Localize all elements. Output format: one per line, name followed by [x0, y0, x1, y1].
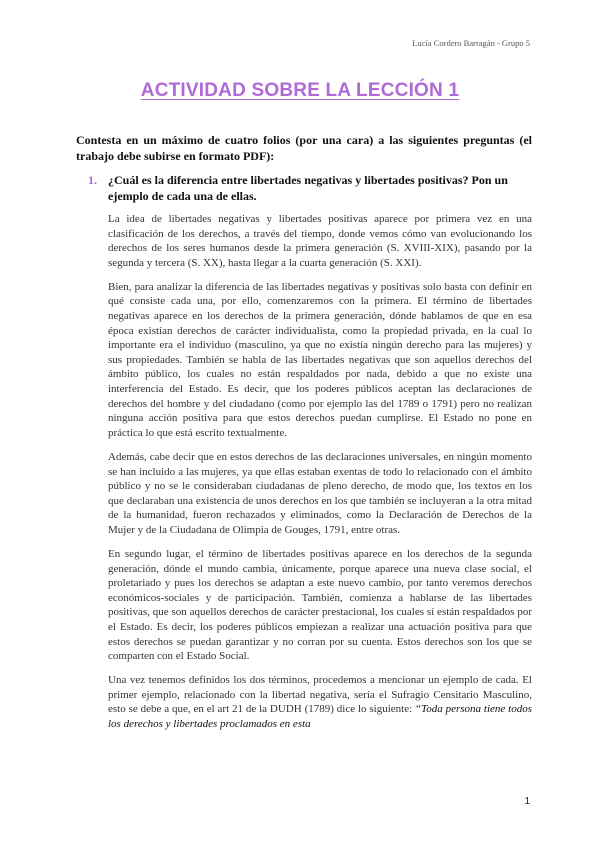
paragraph: En segundo lugar, el término de libertades positivas aparece en los derechos de la segunda generación, dónde el mundo cambia, únicamente, porque aparece una nueva clase social, el proletariado y pues los derechos se adaptan a este nuevo cambio, por tanto veremos derechos económicos-sociales y de participación. También, comienza a hablarse de las libertades positivas, que son aquellos derechos de carácter prestacional, los cuales sí están respaldados por el Estado. Es decir, los poderes públicos empiezan a realizar una actuación positiva para que estos derechos se puedan garantizar y no corran por su cuenta. Estos derechos son los que se comparten con el Estado Social.	[108, 547, 532, 663]
paragraph-last	[108, 673, 532, 731]
paragraph-text: Una vez tenemos definidos los dos términos, procedemos a mencionar un ejemplo de cada. El primer ejemplo, relacionado con la libertad negativa, sería el Sufragio Censitario Masculino, esto se debe a que, en el art 21 de la DUDH (1789) dice lo siguiente:	[108, 674, 532, 716]
quote-text: “Toda persona tiene todos los derechos y libertades proclamados en esta	[108, 703, 532, 730]
page-title: ACTIVIDAD SOBRE LA LECCIÓN 1	[140, 80, 460, 101]
question-number: 1.	[88, 173, 97, 187]
header-author: Lucía Cordero Barragán - Grupo 5	[412, 38, 530, 48]
paragraph: Además, cabe decir que en estos derechos de las declaraciones universales, en ningún momento se han incluido a las mujeres, ya que ellas estaban exentas de todo lo relacionado con el ámbito público y no se le consideraban ciudadanas de pleno derecho, de modo que, los textos en los que declaraban una existencia de unos derechos en los que también se incluyeran a la otra mitad de la humanidad, fueron rechazados y eliminados, como la Declaración de Derechos de la Mujer y de la Ciudadana de Olimpia de Gouges, 1791, entre otras.	[108, 450, 532, 536]
paragraph: Bien, para analizar la diferencia de las libertades negativas y positivas solo basta con definir en qué consiste cada una, por ello, comenzaremos con la primera. El término de libertades negativas aparece en los derechos de la primera generación, dónde hablamos de que en esa época existían derechos de carácter individualista, como la propiedad privada, en la cual lo importante era el individuo (masculino, ya que no existía ningún derecho para las mujeres) y sus propiedades. También se habla de las libertades negativas que son aquellos derechos del ámbito público, los cuales no están respaldados por nada, debido a que no existe una interferencia del Estado. Es decir, que los poderes públicos aceptan las declaraciones de derechos del hombre y del ciudadano (como por ejemplo las del 1789 o 1791) pero no realizan ninguna acción positiva para que estos derechos puedan cumplirse. El Estado no pone en práctica lo que está escrito textualmente.	[108, 280, 532, 439]
question-1	[88, 172, 532, 204]
answer-body	[108, 212, 532, 741]
paragraph: La idea de libertades negativas y libertades positivas aparece por primera vez en una clasificación de los derechos, a través del tiempo, donde vemos cómo van evolucionando los derechos de los seres humanos desde la primera generación (S. XVIII-XIX), pasando por la segunda y tercera (S. XX), hasta llegar a la cuarta generación (S. XXI).	[108, 213, 532, 269]
instructions-text: Contesta en un máximo de cuatro folios (por una cara) a las siguientes preguntas (el trabajo debe subirse en formato PDF):	[76, 133, 532, 163]
page-number: 1	[524, 796, 530, 807]
question-text: ¿Cuál es la diferencia entre libertades negativas y libertades positivas? Pon un ejemplo de cada una de ellas.	[108, 173, 508, 203]
